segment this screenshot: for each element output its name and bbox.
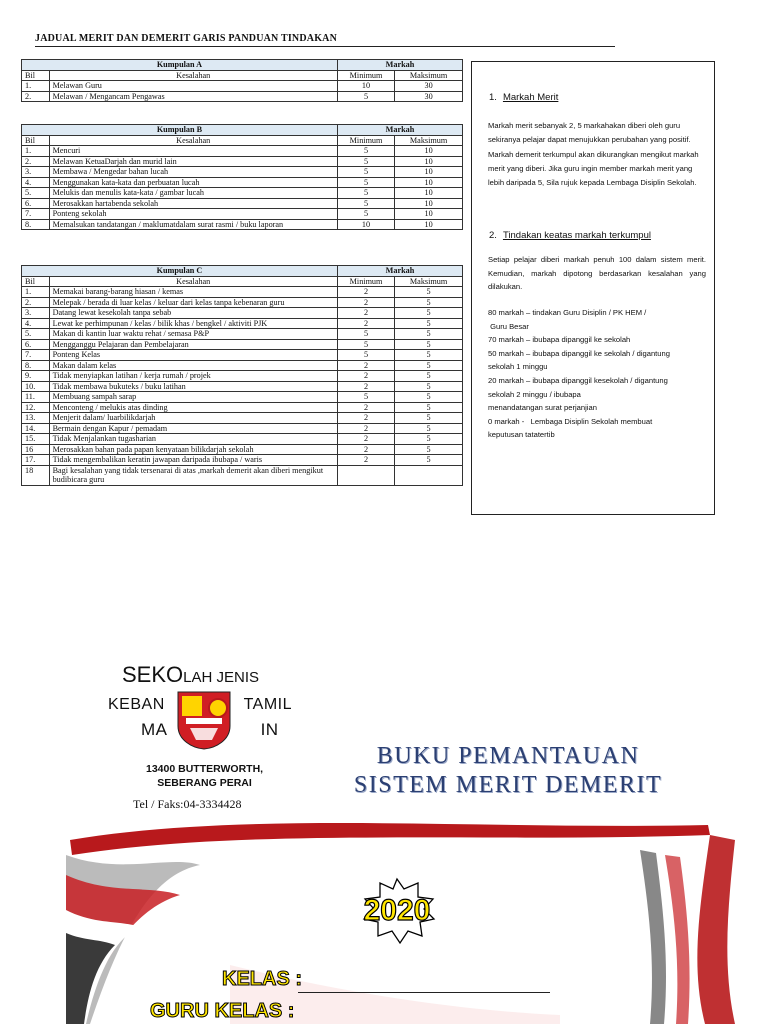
row-bil: 17. (22, 455, 50, 466)
table-row (22, 308, 463, 319)
col-max: Maksimum (395, 70, 463, 81)
action-line: 20 markah – ibubapa dipanggil kesekolah / digantung (488, 375, 668, 385)
table-row (22, 297, 463, 308)
table-row (22, 339, 463, 350)
table-row (22, 146, 463, 157)
cover-title-line1: BUKU PEMANTAUAN (376, 743, 640, 769)
row-min: 2 (337, 381, 394, 392)
table-row (22, 287, 463, 298)
row-bil: 18 (22, 465, 50, 485)
table-kumpulan-c (21, 265, 463, 486)
group-label: Kumpulan B (22, 125, 338, 136)
merit-paragraph: Markah merit sebanyak 2, 5 markahakan diberi oleh guru sekiranya pelajar dapat menujukkan perubahan yang positif. Markah demerit terkumpul akan dikurangkan mengikut markah merit yang diberi. Jika guru ingin member markah merit yang lebih daripada 5, Sila rujuk kepada Lembaga Disiplin Sekolah. (488, 121, 699, 188)
row-kesalahan: Makan di kantin luar waktu rehat / semasa P&P (49, 329, 337, 340)
school-address (146, 762, 263, 790)
col-bil: Bil (22, 276, 50, 287)
row-kesalahan: Mengganggu Pelajaran dan Pembelajaran (49, 339, 337, 350)
guru-kelas-label: GURU KELAS : (150, 1000, 295, 1022)
table-row (22, 434, 463, 445)
row-bil: 11. (22, 392, 50, 403)
row-kesalahan: Melawan Guru (49, 81, 337, 92)
row-max: 5 (395, 434, 463, 445)
row-max: 10 (395, 177, 463, 188)
school-name-line2: KEBAN TAMIL (108, 696, 293, 713)
row-max: 10 (395, 156, 463, 167)
col-max: Maksimum (395, 276, 463, 287)
row-kesalahan: Membuang sampah sarap (49, 392, 337, 403)
table-row (22, 188, 463, 199)
row-kesalahan: Tidak mengembalikan keratin jawapan daripada ibubapa / waris (49, 455, 337, 466)
section-number: 1. (489, 92, 497, 103)
table-row (22, 381, 463, 392)
section-title: Tindakan keatas markah terkumpul (502, 230, 651, 241)
row-bil: 6. (22, 198, 50, 209)
table-row (22, 91, 463, 102)
markah-label: Markah (337, 266, 462, 277)
row-kesalahan: Membawa / Mengedar bahan lucah (49, 167, 337, 178)
row-min: 5 (337, 350, 394, 361)
tindakan-paragraph: Setiap pelajar diberi markah penuh 100 dalam sistem merit. Kemudian, markah dipotong berdasarkan kesalahan yang dilakukan. (488, 255, 706, 292)
row-kesalahan: Ponteng sekolah (49, 209, 337, 220)
row-kesalahan: Menggunakan kata-kata dan perbuatan lucah (49, 177, 337, 188)
table-row (22, 156, 463, 167)
row-bil: 1. (22, 81, 50, 92)
row-min: 5 (337, 339, 394, 350)
row-min: 5 (337, 146, 394, 157)
row-max: 10 (395, 209, 463, 220)
action-line: Guru Besar (488, 321, 529, 331)
row-kesalahan: Bermain dengan Kapur / pemadam (49, 423, 337, 434)
row-bil: 2. (22, 91, 50, 102)
row-max: 5 (395, 339, 463, 350)
table-row (22, 392, 463, 403)
col-min: Minimum (337, 70, 394, 81)
table-kumpulan-a (21, 59, 463, 102)
address-line2: SEBERANG PERAI (157, 777, 252, 789)
row-min: 2 (337, 434, 394, 445)
row-min: 5 (337, 91, 394, 102)
row-kesalahan: Melawan / Mengancam Pengawas (49, 91, 337, 102)
table-row (22, 167, 463, 178)
row-bil: 5. (22, 188, 50, 199)
row-bil: 3. (22, 308, 50, 319)
row-bil: 4. (22, 177, 50, 188)
row-bil: 1. (22, 287, 50, 298)
row-max: 10 (395, 146, 463, 157)
action-line: menandatangan surat perjanjian (488, 403, 597, 413)
section-title: Markah Merit (502, 92, 559, 103)
row-kesalahan: Tidak menyiapkan latihan / kerja rumah / projek (49, 371, 337, 382)
row-kesalahan: Bagi kesalahan yang tidak tersenarai di atas ,markah demerit akan diberi mengikut budibicara guru (49, 465, 337, 485)
col-min: Minimum (337, 135, 394, 146)
action-line: sekolah 2 minggu / ibubapa (488, 389, 581, 399)
section-tindakan-heading (489, 230, 651, 241)
row-max: 10 (395, 219, 463, 230)
row-min: 2 (337, 413, 394, 424)
school-name-line3: MA IN (141, 720, 279, 739)
table-row (22, 81, 463, 92)
row-min: 5 (337, 167, 394, 178)
row-kesalahan: Makan dalam kelas (49, 360, 337, 371)
table-row (22, 444, 463, 455)
row-kesalahan: Mencuri (49, 146, 337, 157)
row-min: 2 (337, 423, 394, 434)
row-bil: 8. (22, 219, 50, 230)
row-max: 5 (395, 360, 463, 371)
row-bil: 5. (22, 329, 50, 340)
row-max: 5 (395, 297, 463, 308)
table-row (22, 209, 463, 220)
markah-label: Markah (337, 60, 462, 71)
table-row (22, 219, 463, 230)
table-row (22, 198, 463, 209)
row-kesalahan: Menjerit dalam/ luarbilikdarjah (49, 413, 337, 424)
row-kesalahan: Merosakkan bahan pada papan kenyataan bilikdarjah sekolah (49, 444, 337, 455)
row-min: 2 (337, 371, 394, 382)
row-max: 10 (395, 167, 463, 178)
row-kesalahan: Melawan KetuaDarjah dan murid lain (49, 156, 337, 167)
row-max (395, 465, 463, 485)
row-max: 5 (395, 444, 463, 455)
row-bil: 10. (22, 381, 50, 392)
row-bil: 2. (22, 156, 50, 167)
row-bil: 6. (22, 339, 50, 350)
row-min: 2 (337, 297, 394, 308)
row-bil: 12. (22, 402, 50, 413)
row-bil: 7. (22, 350, 50, 361)
row-max: 5 (395, 381, 463, 392)
row-min: 5 (337, 177, 394, 188)
row-max: 5 (395, 350, 463, 361)
row-max: 5 (395, 413, 463, 424)
table-row (22, 455, 463, 466)
row-bil: 8. (22, 360, 50, 371)
table-row (22, 402, 463, 413)
row-min: 5 (337, 156, 394, 167)
group-label: Kumpulan C (22, 266, 338, 277)
row-min (337, 465, 394, 485)
school-name-line1 (122, 662, 259, 688)
row-min: 10 (337, 219, 394, 230)
table-row (22, 329, 463, 340)
action-line: 50 markah – ibubapa dipanggil ke sekolah / digantung (488, 348, 670, 358)
row-min: 5 (337, 392, 394, 403)
table-row (22, 350, 463, 361)
row-bil: 16 (22, 444, 50, 455)
row-kesalahan: Tidak Menjalankan tugasharian (49, 434, 337, 445)
school-name-big: SEKO (122, 662, 184, 687)
row-min: 5 (337, 188, 394, 199)
col-kesalahan: Kesalahan (49, 276, 337, 287)
action-line: 0 markah - Lembaga Disiplin Sekolah membuat (488, 416, 653, 426)
telephone-fax: Tel / Faks:04-3334428 (133, 797, 242, 811)
table-row (22, 318, 463, 329)
row-bil: 2. (22, 297, 50, 308)
kelas-label: KELAS : (222, 968, 302, 990)
table-row (22, 371, 463, 382)
col-kesalahan: Kesalahan (49, 135, 337, 146)
cover-title-line2: SISTEM MERIT DEMERIT (353, 772, 663, 798)
section-merit-heading (489, 92, 558, 103)
row-min: 2 (337, 318, 394, 329)
group-label: Kumpulan A (22, 60, 338, 71)
row-kesalahan: Memalsukan tandatangan / maklumatdalam surat rasmi / buku laporan (49, 219, 337, 230)
row-bil: 14. (22, 423, 50, 434)
row-max: 5 (395, 423, 463, 434)
table-kumpulan-b (21, 124, 463, 230)
row-bil: 15. (22, 434, 50, 445)
school-name-small: LAH JENIS (183, 669, 259, 686)
row-max: 5 (395, 287, 463, 298)
table-row (22, 465, 463, 485)
table-row (22, 413, 463, 424)
row-max: 5 (395, 402, 463, 413)
cover-year: 2020 (363, 894, 431, 927)
row-kesalahan: Merosakkan hartabenda sekolah (49, 198, 337, 209)
kelas-blank-line (298, 992, 550, 993)
col-bil: Bil (22, 70, 50, 81)
row-kesalahan: Datang lewat kesekolah tanpa sebab (49, 308, 337, 319)
row-max: 5 (395, 455, 463, 466)
table-row (22, 360, 463, 371)
row-min: 2 (337, 308, 394, 319)
action-line: sekolah 1 minggu (488, 362, 548, 372)
row-min: 2 (337, 444, 394, 455)
row-min: 2 (337, 455, 394, 466)
row-max: 30 (395, 81, 463, 92)
action-line: 80 markah – tindakan Guru Disiplin / PK HEM / (488, 308, 647, 317)
row-bil: 3. (22, 167, 50, 178)
row-bil: 9. (22, 371, 50, 382)
row-min: 5 (337, 329, 394, 340)
row-max: 5 (395, 329, 463, 340)
col-min: Minimum (337, 276, 394, 287)
action-line: keputusan tatatertib (488, 430, 555, 440)
col-kesalahan: Kesalahan (49, 70, 337, 81)
row-kesalahan: Menconteng / melukis atas dinding (49, 402, 337, 413)
row-kesalahan: Melepak / berada di luar kelas / keluar dari kelas tanpa kebenaran guru (49, 297, 337, 308)
row-max: 5 (395, 308, 463, 319)
row-kesalahan: Tidak membawa bukuteks / buku latihan (49, 381, 337, 392)
col-max: Maksimum (395, 135, 463, 146)
row-max: 10 (395, 198, 463, 209)
action-line: 70 markah – ibubapa dipanggil ke sekolah (488, 335, 631, 345)
row-kesalahan: Lewat ke perhimpunan / kelas / bilik khas / bengkel / aktiviti PJK (49, 318, 337, 329)
row-min: 2 (337, 287, 394, 298)
row-min: 5 (337, 198, 394, 209)
row-max: 30 (395, 91, 463, 102)
row-max: 5 (395, 318, 463, 329)
markah-label: Markah (337, 125, 462, 136)
section-number: 2. (489, 230, 497, 241)
row-min: 2 (337, 360, 394, 371)
address-line1: 13400 BUTTERWORTH, (146, 763, 264, 775)
table-row (22, 177, 463, 188)
table-row (22, 423, 463, 434)
guidance-panel (471, 61, 715, 515)
row-max: 5 (395, 371, 463, 382)
row-kesalahan: Memakai barang-barang hiasan / kemas (49, 287, 337, 298)
row-min: 10 (337, 81, 394, 92)
actions-list (488, 306, 706, 442)
page-title: JADUAL MERIT DAN DEMERIT GARIS PANDUAN TINDAKAN (35, 33, 615, 47)
row-bil: 4. (22, 318, 50, 329)
row-min: 5 (337, 209, 394, 220)
row-kesalahan: Ponteng Kelas (49, 350, 337, 361)
row-kesalahan: Melukis dan menulis kata-kata / gambar lucah (49, 188, 337, 199)
col-bil: Bil (22, 135, 50, 146)
row-bil: 13. (22, 413, 50, 424)
row-bil: 1. (22, 146, 50, 157)
row-max: 5 (395, 392, 463, 403)
row-bil: 7. (22, 209, 50, 220)
row-min: 2 (337, 402, 394, 413)
row-max: 10 (395, 188, 463, 199)
